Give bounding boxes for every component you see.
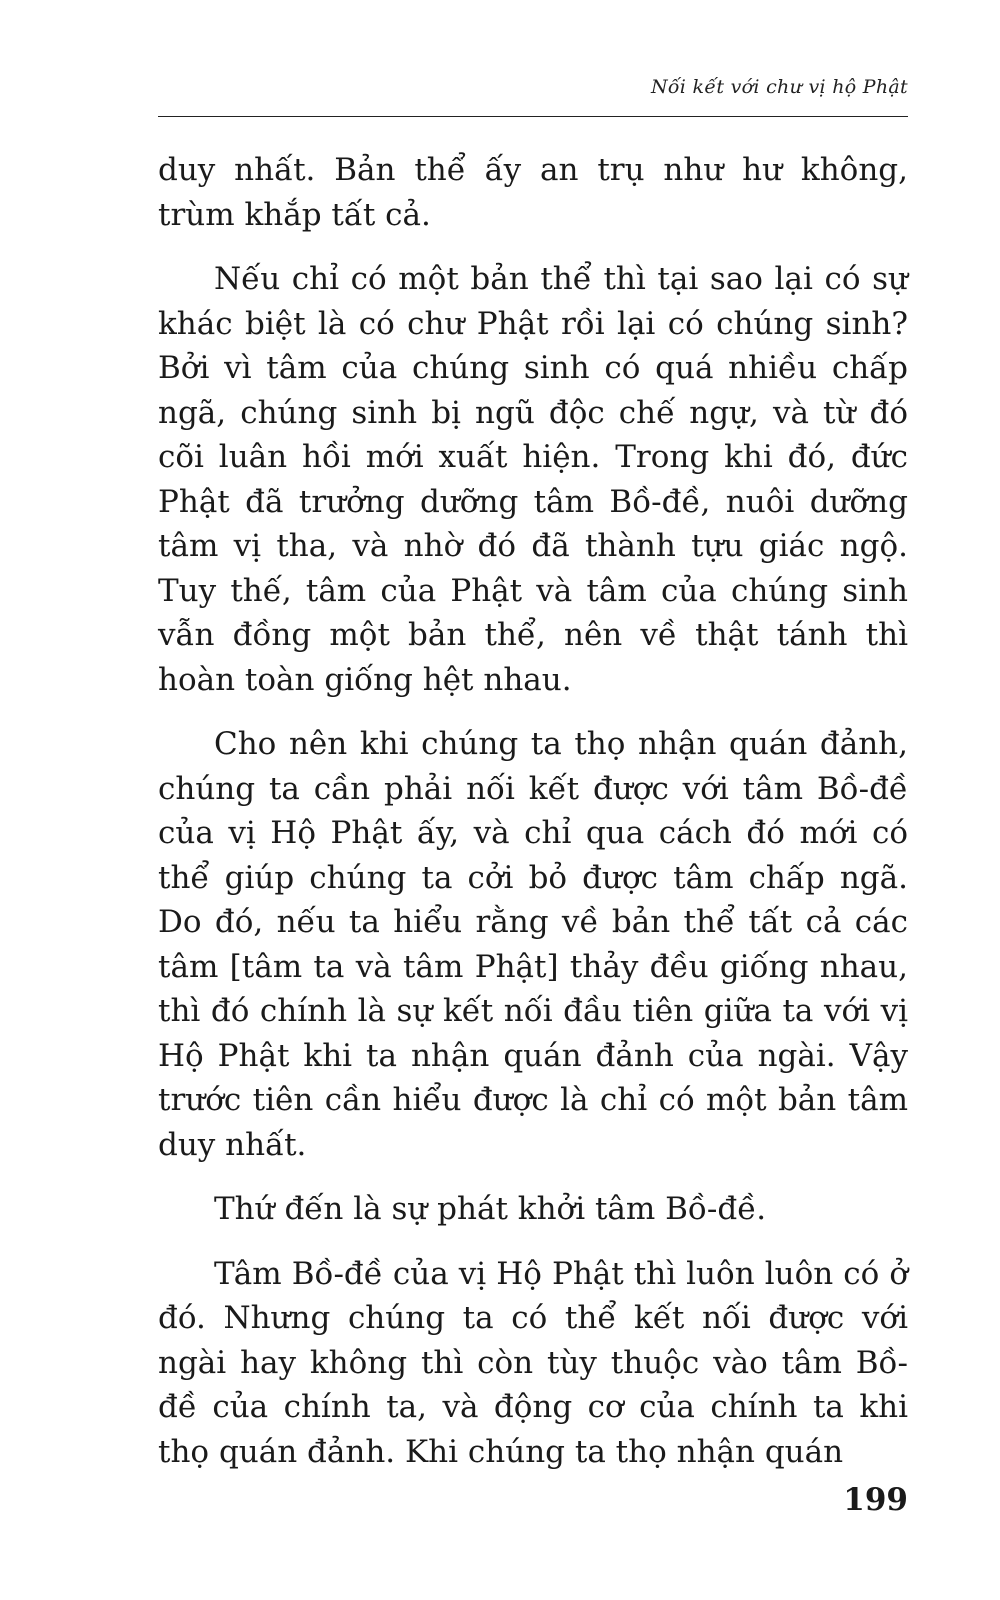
paragraph: Cho nên khi chúng ta thọ nhận quán đảnh, chúng ta cần phải nối kết được với tâm Bồ-đề của vị Hộ Phật ấy, và chỉ qua cách đó mới có thể giúp chúng ta cởi bỏ được tâm chấp ngã. Do đó, nếu ta hiểu rằng về bản thể tất cả các tâm [tâm ta và tâm Phật] thảy đều giống nhau, thì đó chính là sự kết nối đầu tiên giữa ta với vị Hộ Phật khi ta nhận quán đảnh của ngài. Vậy trước tiên cần hiểu được là chỉ có một bản tâm duy nhất. — [158, 726, 908, 1163]
running-header: Nối kết với chư vị hộ Phật — [650, 76, 908, 98]
paragraph-continuation: duy nhất. Bản thể ấy an trụ như hư không, trùm khắp tất cả. — [158, 152, 908, 233]
paragraph: Tâm Bồ-đề của vị Hộ Phật thì luôn luôn có ở đó. Nhưng chúng ta có thể kết nối được với ngài hay không thì còn tùy thuộc vào tâm Bồ-đề của chính ta, và động cơ của chính ta khi thọ quán đảnh. Khi chúng ta thọ nhận quán — [158, 1255, 908, 1470]
paragraph: Nếu chỉ có một bản thể thì tại sao lại có sự khác biệt là có chư Phật rồi lại có chúng sinh? Bởi vì tâm của chúng sinh có quá nhiều chấp ngã, chúng sinh bị ngũ độc chế ngự, và từ đó cõi luân hồi mới xuất hiện. Trong khi đó, đức Phật đã trưởng dưỡng tâm Bồ-đề, nuôi dưỡng tâm vị tha, và nhờ đó đã thành tựu giác ngộ. Tuy thế, tâm của Phật và tâm của chúng sinh vẫn đồng một bản thể, nên về thật tánh thì hoàn toàn giống hệt nhau. — [158, 261, 908, 698]
paragraph: Thứ đến là sự phát khởi tâm Bồ-đề. — [214, 1191, 767, 1227]
header-rule — [158, 116, 908, 117]
page-number: 199 — [843, 1482, 908, 1518]
body-text — [158, 148, 908, 1494]
